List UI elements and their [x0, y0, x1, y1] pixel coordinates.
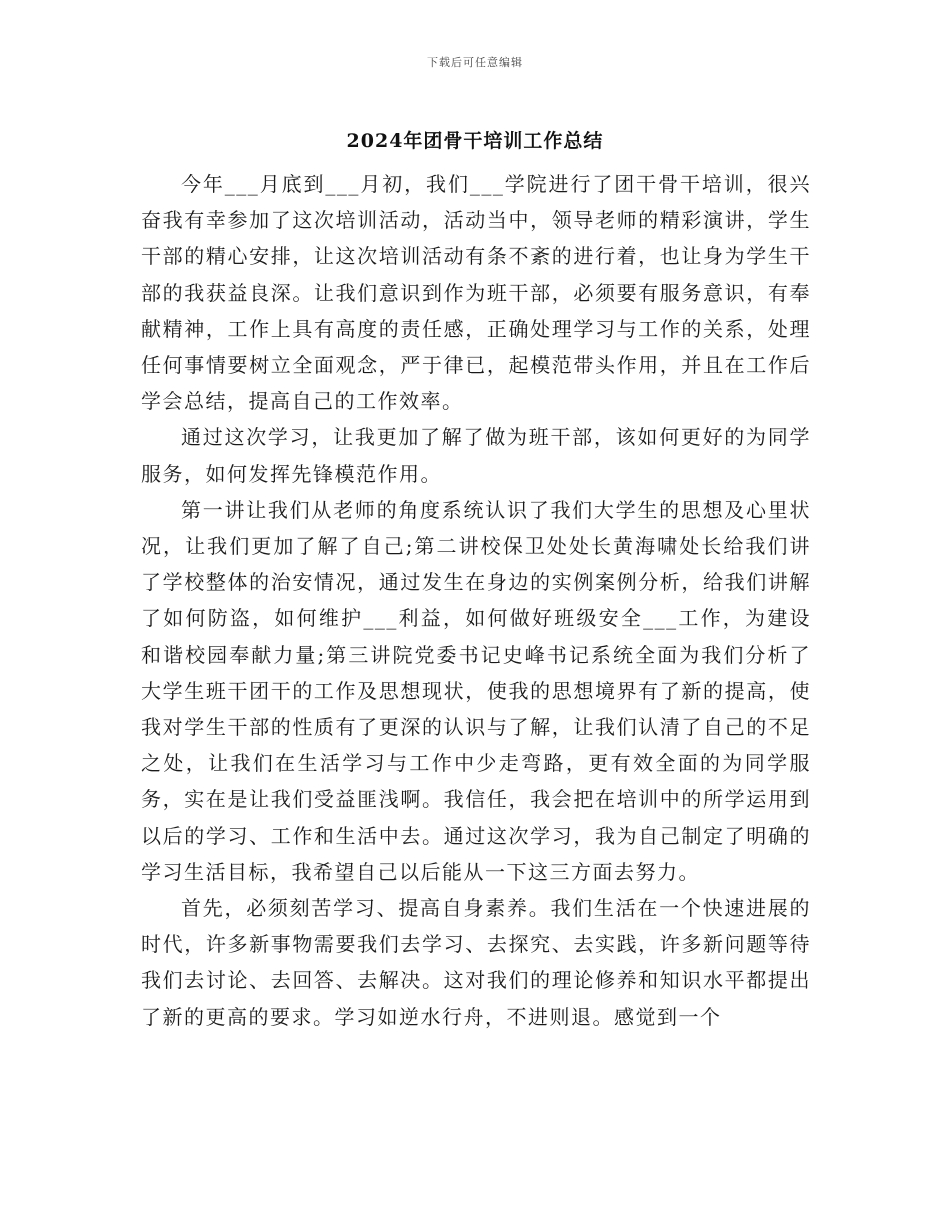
document-title: 2024年团骨干培训工作总结: [346, 130, 604, 152]
paragraph: 首先，必须刻苦学习、提高自身素养。我们生活在一个快速进展的时代，许多新事物需要我们去学习、去探究、去实践，许多新问题等待我们去讨论、去回答、去解决。这对我们的理论修养和知识水平都提出了新的更高的要求。学习如逆水行舟，不进则退。感觉到一个: [141, 896, 811, 1029]
document-body: [141, 166, 811, 1035]
paragraph: 今年___月底到___月初，我们___学院进行了团干骨干培训，很兴奋我有幸参加了这次培训活动，活动当中，领导老师的精彩演讲，学生干部的精心安排，让这次培训活动有条不紊的进行着，也让身为学生干部的我获益良深。让我们意识到作为班干部，必须要有服务意识，有奉献精神，工作上具有高度的责任感，正确处理学习与工作的关系，处理任何事情要树立全面观念，严于律已，起模范带头作用，并且在工作后学会总结，提高自己的工作效率。: [141, 172, 811, 414]
header-note: 下载后可任意编辑: [427, 56, 523, 69]
paragraph: 第一讲让我们从老师的角度系统认识了我们大学生的思想及心里状况，让我们更加了解了自己;第二讲校保卫处处长黄海啸处长给我们讲了学校整体的治安情况，通过发生在身边的实例案例分析，给我们讲解了如何防盗，如何维护___利益，如何做好班级安全___工作，为建设和谐校园奉献力量;第三讲院党委书记史峰书记系统全面为我们分析了大学生班干团干的工作及思想现状，使我的思想境界有了新的提高，使我对学生干部的性质有了更深的认识与了解，让我们认清了自己的不足之处，让我们在生活学习与工作中少走弯路，更有效全面的为同学服务，实在是让我们受益匪浅啊。我信任，我会把在培训中的所学运用到以后的学习、工作和生活中去。通过这次学习，我为自己制定了明确的学习生活目标，我希望自己以后能从一下这三方面去努力。: [141, 497, 811, 884]
paragraph: 通过这次学习，让我更加了解了做为班干部，该如何更好的为同学服务，如何发挥先锋模范作用。: [141, 425, 811, 486]
